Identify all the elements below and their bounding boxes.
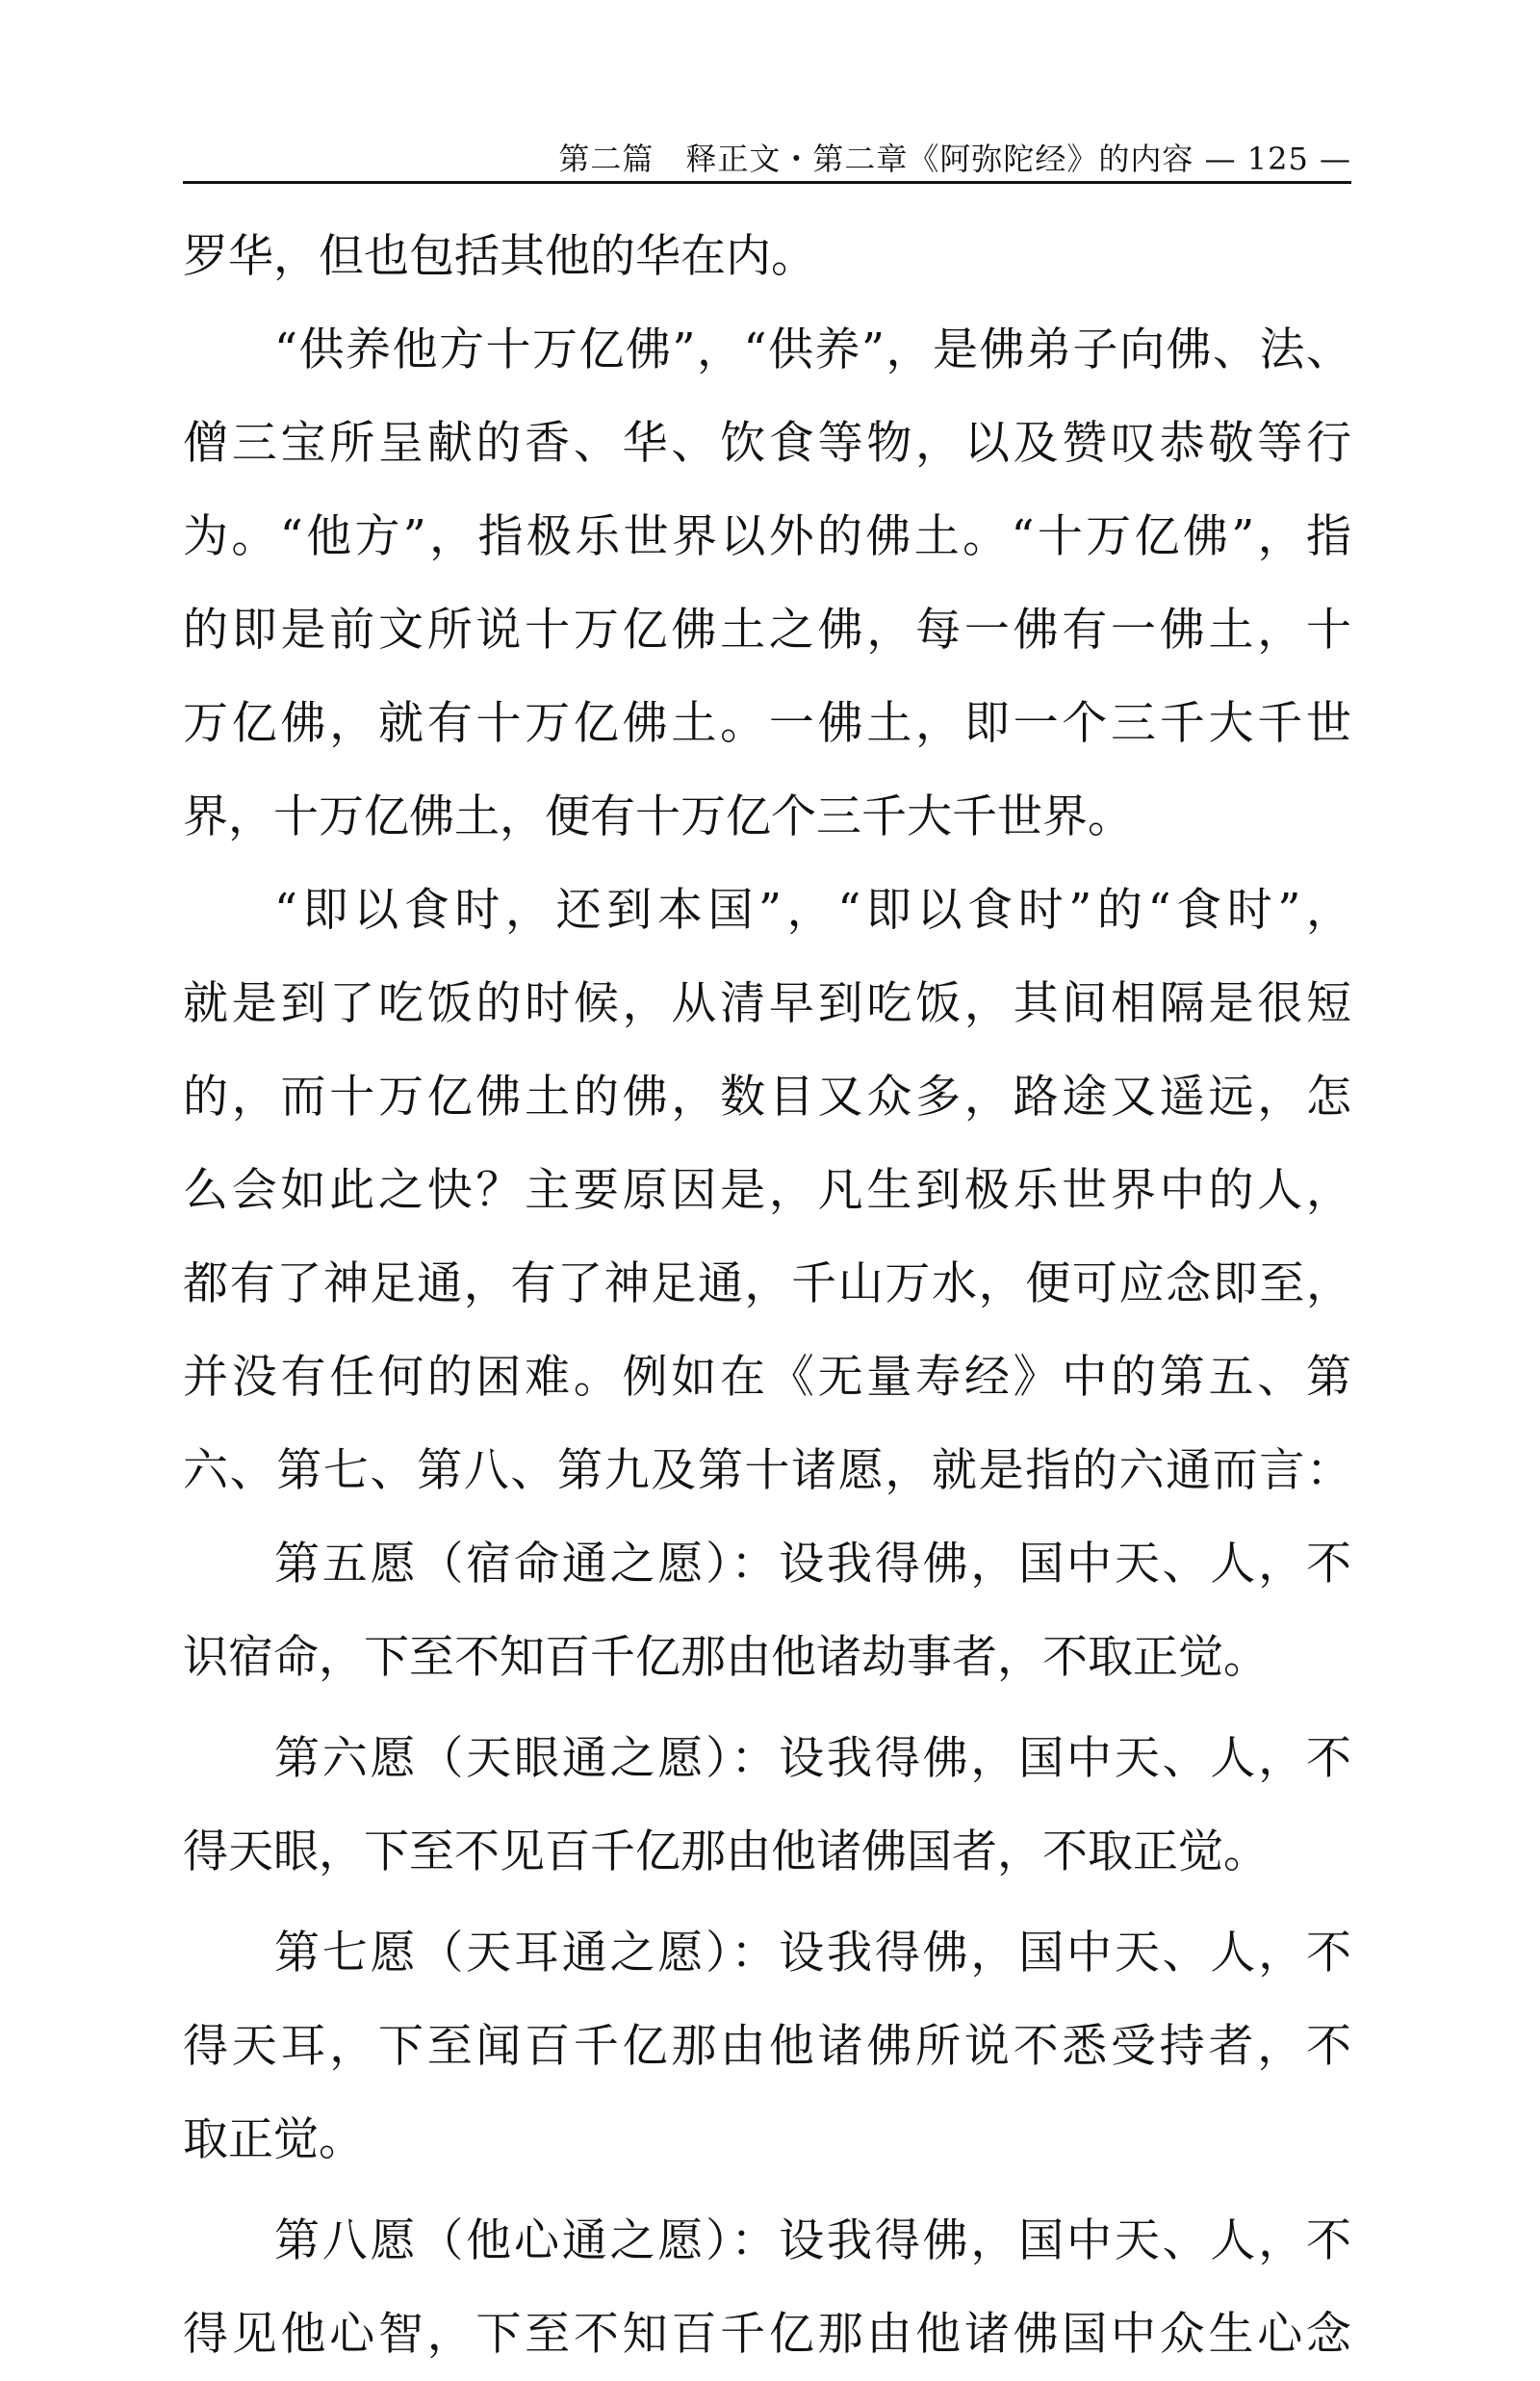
text-line: 取正觉。: [183, 2113, 364, 2166]
text-line: 识宿命，下至不知百千亿那由他诸劫事者，不取正觉。: [183, 1631, 1269, 1684]
text-line: 罗华，但也包括其他的华在内。: [183, 230, 816, 283]
text-line: 得见他心智，下至不知百千亿那由他诸佛国中众生心念: [183, 2308, 1351, 2361]
paragraph-gap: [183, 1704, 1351, 1712]
text-line: 僧三宝所呈献的香、华、饮食等物，以及赞叹恭敬等行: [183, 417, 1351, 470]
text-line: 第八愿（他心通之愿）：设我得佛，国中天、人，不: [274, 2214, 1351, 2267]
text-line: 的，而十万亿佛土的佛，数目又众多，路途又遥远，怎: [183, 1071, 1351, 1124]
text-line: 就是到了吃饭的时候，从清早到吃饭，其间相隔是很短: [183, 977, 1351, 1030]
text-line: 第六愿（天眼通之愿）：设我得佛，国中天、人，不: [274, 1732, 1351, 1785]
text-line: 六、第七、第八、第九及第十诸愿，就是指的六通而言：: [183, 1444, 1351, 1497]
text-line: 么会如此之快？主要原因是，凡生到极乐世界中的人，: [183, 1164, 1351, 1217]
text-line: 都有了神足通，有了神足通，千山万水，便可应念即至，: [183, 1257, 1351, 1310]
text-line: 界，十万亿佛土，便有十万亿个三千大千世界。: [183, 790, 1133, 843]
header-title: 第二篇 释正文・第二章《阿弥陀经》的内容 — 125 —: [558, 141, 1351, 177]
text-line: 并没有任何的困难。例如在《无量寿经》中的第五、第: [183, 1351, 1351, 1404]
text-line: “供养他方十万亿佛”，“供养”，是佛弟子向佛、法、: [274, 324, 1351, 376]
text-line: “即以食时，还到本国”，“即以食时”的“食时”，: [274, 884, 1351, 937]
text-line: 得天眼，下至不见百千亿那由他诸佛国者，不取正觉。: [183, 1825, 1269, 1878]
text-line: 为。“他方”，指极乐世界以外的佛土。“十万亿佛”，指: [183, 510, 1351, 563]
text-line: 第五愿（宿命通之愿）：设我得佛，国中天、人，不: [274, 1538, 1351, 1591]
paragraph-gap: [183, 2187, 1351, 2194]
text-line: 万亿佛，就有十万亿佛土。一佛土，即一个三千大千世: [183, 697, 1351, 750]
text-line: 的即是前文所说十万亿佛土之佛，每一佛有一佛土，十: [183, 604, 1351, 657]
running-header: [183, 137, 1351, 184]
text-line: 第七愿（天耳通之愿）：设我得佛，国中天、人，不: [274, 1927, 1351, 1980]
body-text: [183, 210, 1351, 2381]
text-line: 得天耳，下至闻百千亿那由他诸佛所说不悉受持者，不: [183, 2020, 1351, 2073]
paragraph-gap: [183, 1899, 1351, 1906]
